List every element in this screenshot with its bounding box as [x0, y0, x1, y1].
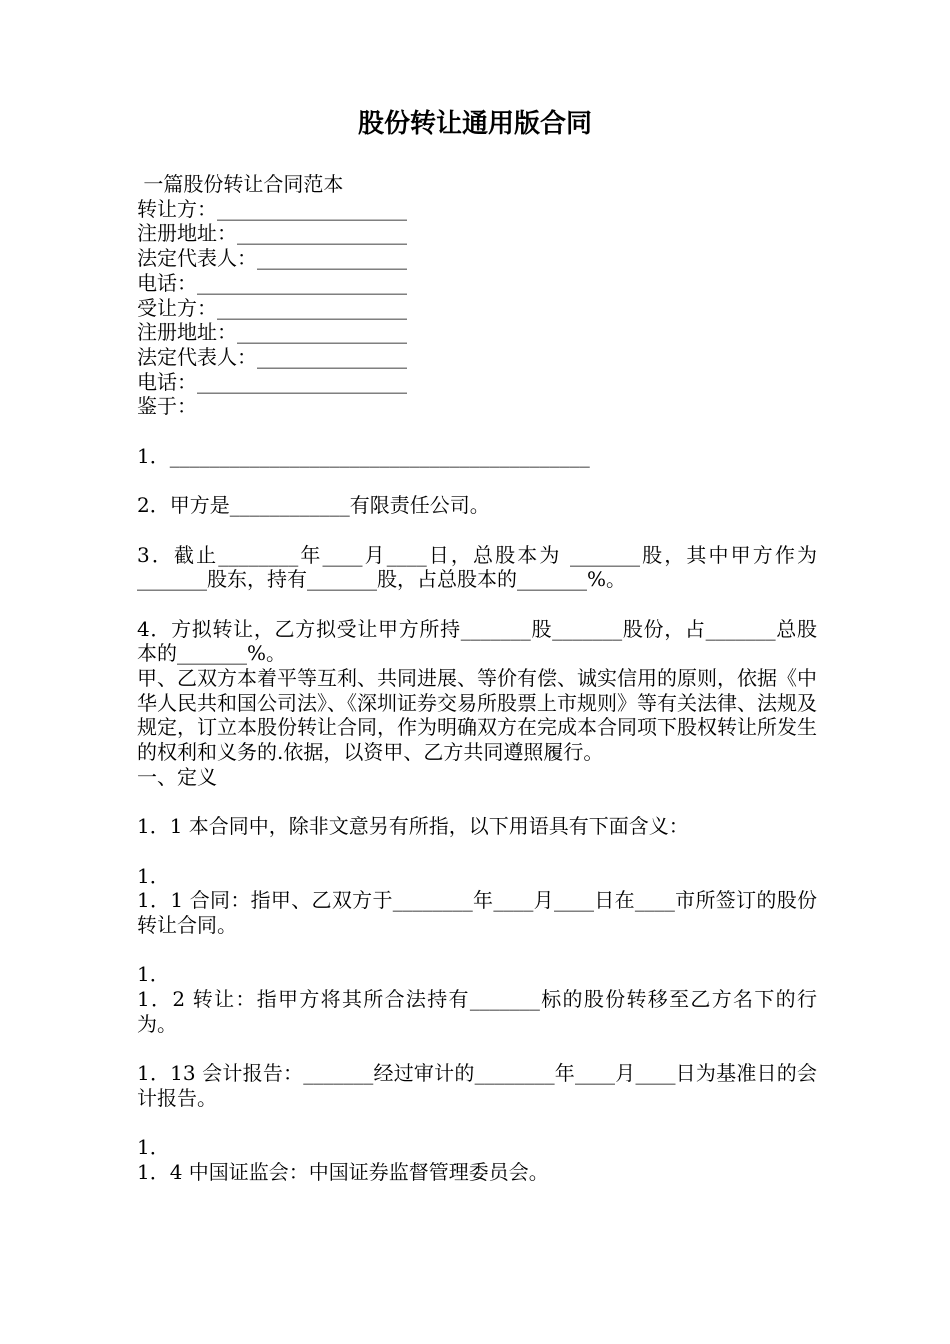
item-4: 4．方拟转让，乙方拟受让甲方所持_______股_______股份，占_______总股本的_______%。: [137, 616, 817, 666]
item-1: 1．__________________________________________: [137, 443, 590, 468]
spacer: [137, 468, 817, 493]
spacer: [137, 790, 817, 815]
definition-csrc: 1．4 中国证监会：中国证券监督管理委员会。: [137, 1159, 549, 1184]
document-body: [137, 172, 817, 1185]
spacer: [137, 1037, 817, 1062]
spacer: [137, 938, 817, 963]
definition-accounting-report: 1．13 会计报告：_______经过审计的________年____月____日为基准日的会计报告。: [137, 1061, 817, 1110]
document-title: 股份转让通用版合同: [357, 109, 592, 139]
transferee-rep-line: 法定代表人：_______________: [137, 344, 407, 369]
definition-contract: 1．1 合同：指甲、乙双方于________年____月____日在____市所签订的股份转让合同。: [137, 888, 817, 937]
subtitle: 一篇股份转让合同范本: [137, 172, 344, 196]
definition-transfer: 1．2 转让：指甲方将其所合法持有_______标的股份转移至乙方名下的行为。: [137, 987, 817, 1036]
transferee-line: 受让方：___________________: [137, 295, 407, 320]
transferor-rep-line: 法定代表人：_______________: [137, 246, 407, 271]
section-heading-definitions: 一、定义: [137, 764, 217, 789]
preamble-paragraph: 甲、乙双方本着平等互利、共同进展、等价有偿、诚实信用的原则，依据《中华人民共和国公司法》、《深圳证券交易所股票上市规则》等有关法律、法规及规定，订立本股份转让合同，作为明确双方在完成本合同项下股权转让所发生的权利和义务的.依据，以资甲、乙方共同遵照履行。: [137, 666, 817, 765]
spacer: [137, 419, 817, 444]
spacer: [137, 592, 817, 617]
transferee-phone-line: 电话：_____________________: [137, 369, 407, 394]
item-3: 3．截止________年____月____日，总股本为 _______股，其中甲方作为 _______股东，持有_______股，占总股本的_______%。: [137, 542, 817, 592]
spacer: [137, 839, 817, 864]
transferor-phone-line: 电话：_____________________: [137, 270, 407, 295]
whereas-label: 鉴于：: [137, 394, 197, 419]
transferor-line: 转让方：___________________: [137, 196, 407, 221]
spacer: [137, 518, 817, 543]
definition-number: 1．: [137, 1135, 170, 1160]
definition-number: 1．: [137, 863, 170, 888]
definition-intro: 1．1 本合同中，除非文意另有所指，以下用语具有下面含义：: [137, 814, 689, 839]
transferee-address-line: 注册地址：_________________: [137, 320, 407, 345]
item-2: 2．甲方是____________有限责任公司。: [137, 493, 490, 518]
spacer: [137, 1111, 817, 1136]
transferor-address-line: 注册地址：_________________: [137, 221, 407, 246]
definition-number: 1．: [137, 962, 170, 987]
